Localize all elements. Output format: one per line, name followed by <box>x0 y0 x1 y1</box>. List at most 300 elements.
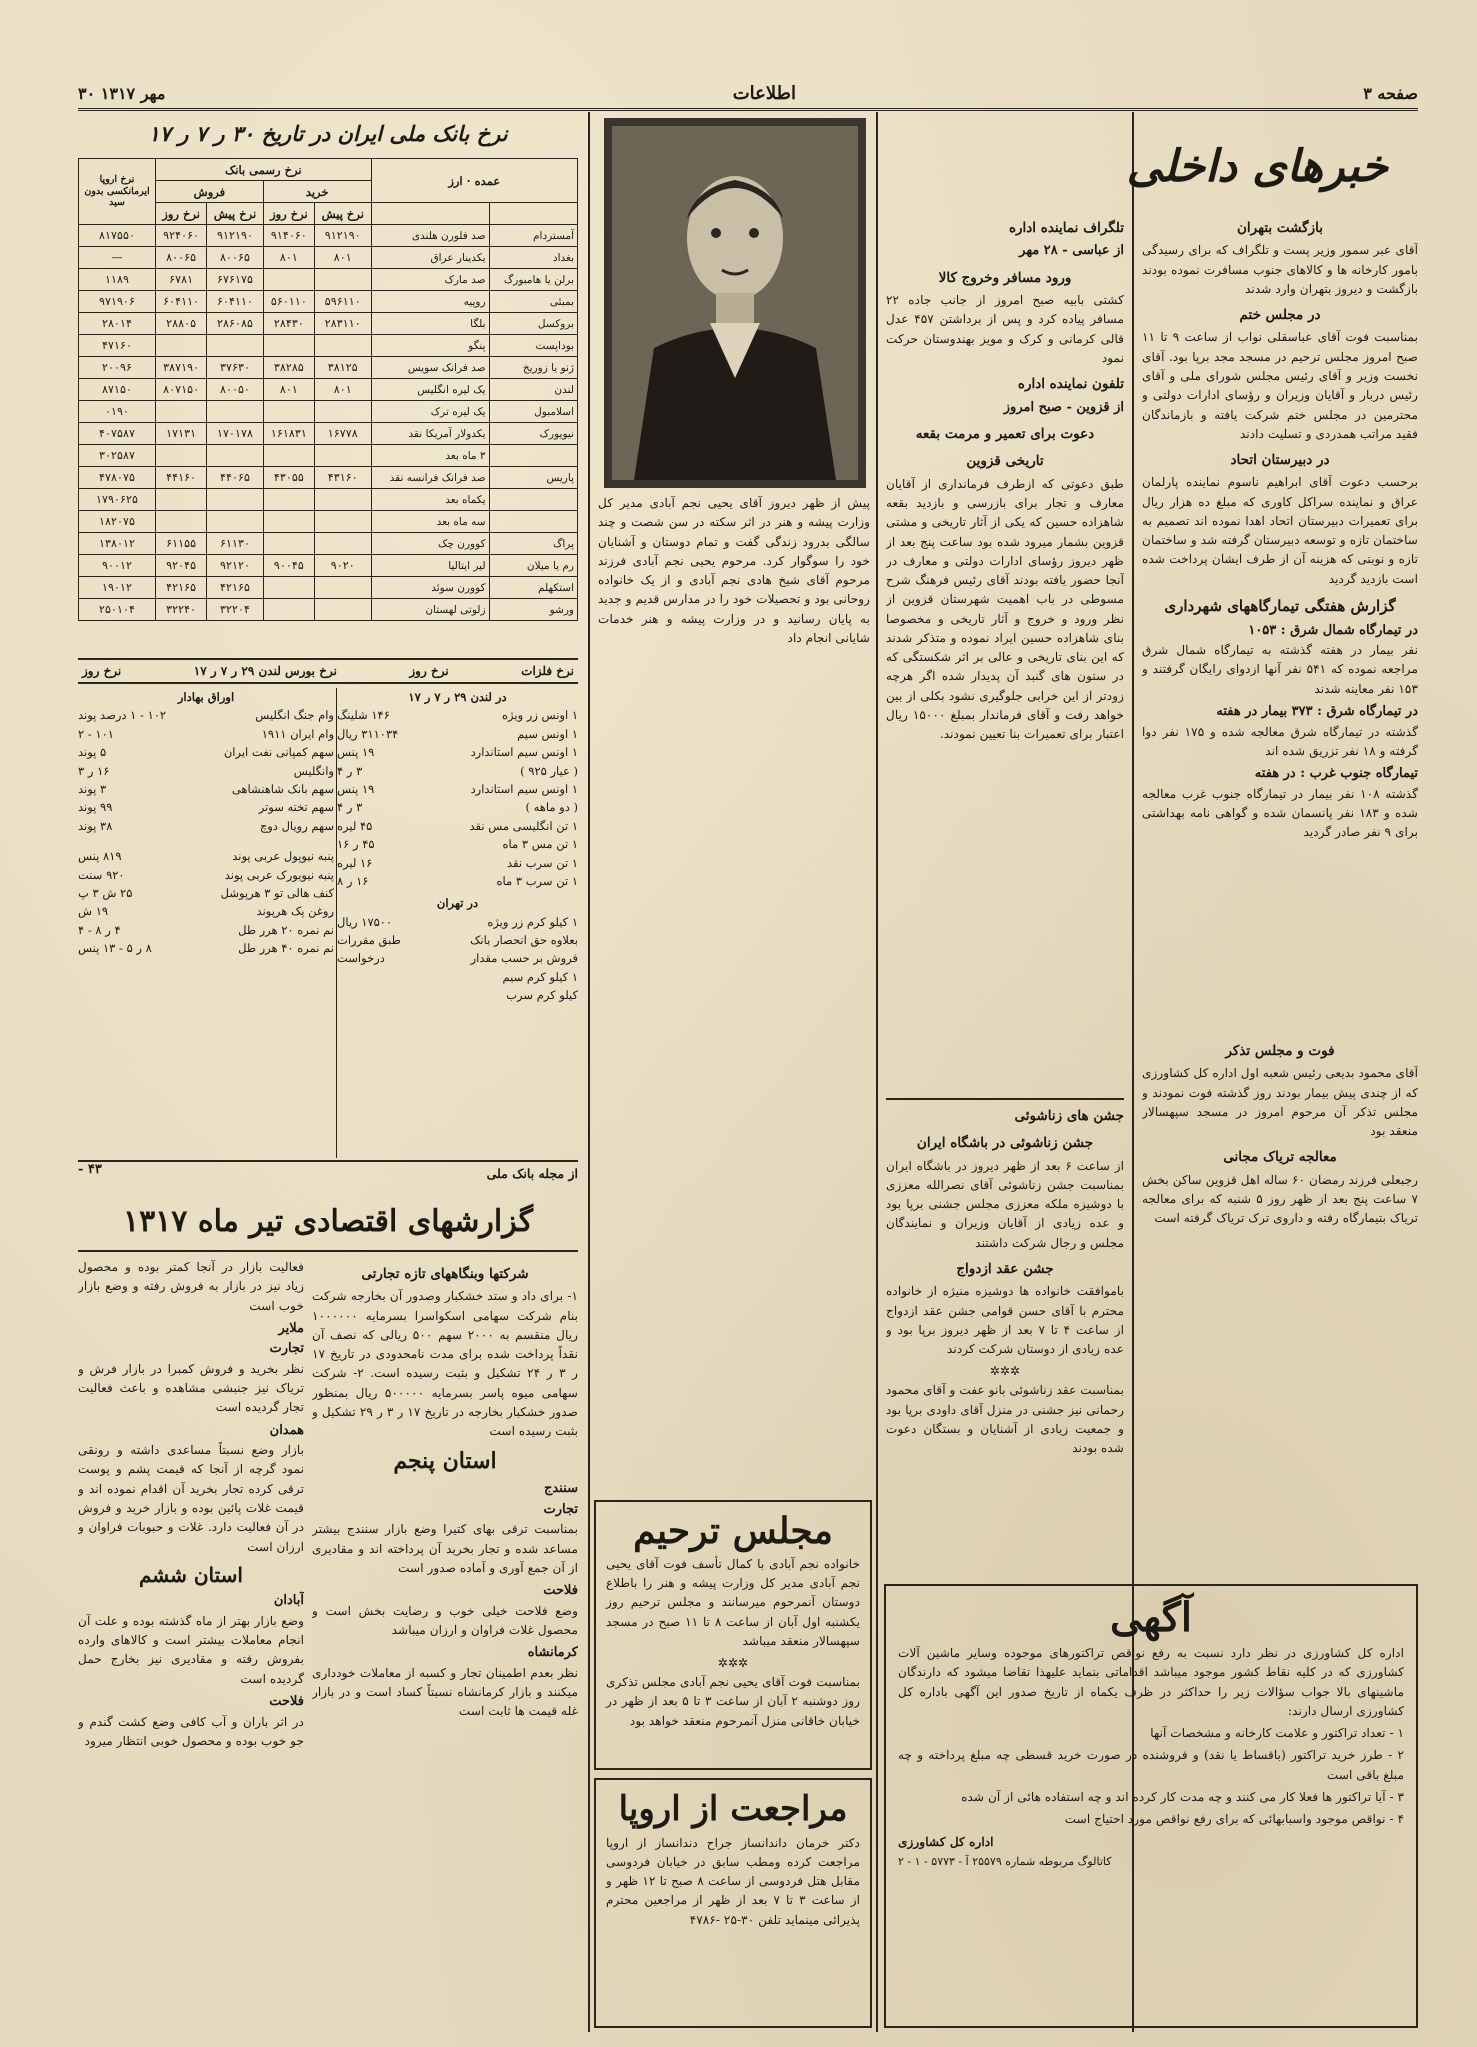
col-head-sell-future: نرخ روز <box>156 203 207 225</box>
price-item: وام ایران ۱۹۱۱ <box>261 726 334 741</box>
column-rule <box>876 112 878 2032</box>
rates-row <box>79 511 578 533</box>
col-head-sell: فروش <box>156 181 264 203</box>
rates-cell-cur: صد فرانک فرانسه نقد <box>371 467 489 489</box>
internal-news-right-lower <box>1142 1035 1418 1295</box>
header-page-label: صفحه ۳ <box>1363 83 1418 103</box>
internal-news-left-column <box>886 212 1124 1092</box>
headline: ورود مسافر وخروج کالا <box>938 269 1072 286</box>
price-value: ۸ ر ۵ - ۱۳ پنس <box>78 941 152 956</box>
rates-cell-cur: ۳ ماه بعد <box>371 445 489 467</box>
rates-cell-c: ۸۱۷۵۵۰ <box>79 225 156 247</box>
rates-cell-c: ۲۰۰۹۶ <box>79 357 156 379</box>
subheading: در تیمارگاه شرق : ۳۷۳ بیمار در هفته <box>1216 703 1418 719</box>
price-item: کیلو کرم سرب <box>506 988 578 1003</box>
rates-cell-s1: ۲۸۶۰۸۵ <box>207 313 264 335</box>
price-value: ۳ پوند <box>78 781 107 796</box>
col-head-buy-future: نرخ روز <box>263 203 314 225</box>
economic-source: از مجله بانک ملی <box>486 1166 578 1181</box>
rates-cell-city <box>489 511 577 533</box>
notice-title: مراجعت از اروپا <box>618 1789 848 1829</box>
article-text: رجبعلی فرزند رمضان ۶۰ ساله اهل قزوین ساکن بخش ۷ ساعت پنج بعد از ظهر روز ۵ شنبه که برای معالجه تریاک بتیمارگاه رفته و داروی ترک تریاک گرفته است <box>1142 1172 1418 1226</box>
rates-cell-cur: یکدینار عراق <box>371 247 489 269</box>
rates-cell-c: ۴۷۱۶۰ <box>79 335 156 357</box>
rates-cell-cur: لیر ایتالیا <box>371 555 489 577</box>
header-paper-name: اطلاعات <box>732 82 796 104</box>
rates-cell-b2 <box>263 599 314 621</box>
price-row <box>337 780 578 798</box>
trade-label: تجارت <box>543 1501 578 1517</box>
bond-rows <box>78 706 334 835</box>
price-item: فروش بر حسب مقدار <box>470 951 578 966</box>
rates-cell-city: آمستردام <box>489 225 577 247</box>
rates-cell-cur: یکدولار آمریکا نقد <box>371 423 489 445</box>
price-item: بعلاوه حق انحصار بانک <box>470 933 578 948</box>
headline: بازگشت بتهران <box>1237 220 1323 236</box>
price-value: ۴۵ ر ۱۶ <box>337 837 375 852</box>
rates-cell-c: ۱۳۸۰۱۲ <box>79 533 156 555</box>
price-item: پنبه نیویورک عربی پوند <box>224 867 334 882</box>
price-row <box>337 725 578 743</box>
rates-row <box>79 335 578 357</box>
price-item: ۱ تن مس ۳ ماه <box>502 837 578 852</box>
rates-table <box>78 158 578 621</box>
price-row <box>337 931 578 949</box>
article-text: گذشته در تیمارگاه شرق معالجه شده و ۱۷۵ نفر دوا گرفته و ۱۸ نفر تزریق شده اند <box>1142 724 1418 758</box>
price-value: ۹۲۰ سنت <box>78 867 125 882</box>
rates-cell-b1: ۲۸۳۱۱۰ <box>314 313 371 335</box>
rates-row <box>79 445 578 467</box>
rates-cell-city: بوداپست <box>489 335 577 357</box>
column-rule <box>588 112 590 2032</box>
rates-cell-city <box>489 445 577 467</box>
rates-cell-c: ۴۰۷۵۸۷ <box>79 423 156 445</box>
city-heading: آبادان <box>273 1593 304 1609</box>
notice-signature: اداره کل کشاورزی <box>898 1835 994 1850</box>
rates-cell-s1 <box>207 489 264 511</box>
price-value: ۴ ر ۸ - ۴ <box>78 922 121 937</box>
article-text: برحسب دعوت آقای ابراهیم ناسوم نماینده پارلمان عراق و نماینده سراکل کاوری که مبلغ ده هزار ریال برای تعمیرات دبیرستان اتحاد اهدا نموده اند تصمیم به ساختمان تازه و توسعه دبیرستان گرفته شد و ساختمان تازه و نوبتی که هزینه آن از طرف ایشان پرداخت شده است بازدید گردید <box>1142 475 1418 586</box>
rates-table-wrap <box>78 158 578 658</box>
rates-cell-cur: روپیه <box>371 291 489 313</box>
portrait-photo <box>604 118 866 488</box>
price-value: ۴۵ لیره <box>337 818 373 833</box>
price-row <box>78 817 334 835</box>
price-row <box>337 872 578 890</box>
price-row <box>78 866 334 884</box>
price-item: ۱ اونس زر ویژه <box>502 708 578 723</box>
rates-cell-c: ۱۸۲۰۷۵ <box>79 511 156 533</box>
article-text: آقای محمود بدیعی رئیس شعبه اول اداره کل کشاورزی که از چندی پیش بیمار بودند روز گذشته فوت نمودند و مجلس تذکر آن مرحوم امروز در مسجد سپهسالار منعقد بود <box>1142 1066 1418 1139</box>
price-value: ۸۱۹ پنس <box>78 849 122 864</box>
subheading: در تیمارگاه شمال شرق : ۱۰۵۳ <box>1248 622 1418 638</box>
return-notice <box>594 1778 872 2028</box>
rates-cell-b2 <box>263 445 314 467</box>
article-text: بمناسبت فوت آقای عباسقلی نواب از ساعت ۹ تا ۱۱ صبح امروز مجلس ترحیم در مسجد مجد برپا بود. آقای نخست وزیر و آقای رئیس مجلس شورای ملی و آقای رئیس دربار و آقایان وزیران و رؤسای ادارات دولتی و محترمین در مجلس ختم شرکت یافته و بازماندگان فقید مراتب همدردی و تسلیت دادند <box>1142 330 1418 441</box>
rates-row <box>79 401 578 423</box>
rates-cell-s1 <box>207 511 264 533</box>
rates-cell-city: بمبئی <box>489 291 577 313</box>
price-row <box>337 835 578 853</box>
rates-cell-city: برلن یا هامبورگ <box>489 269 577 291</box>
rates-cell-cur: پنگو <box>371 335 489 357</box>
rates-cell-b1: ۳۸۱۲۵ <box>314 357 371 379</box>
rates-cell-b2 <box>263 577 314 599</box>
subheading: تلگراف نماینده اداره <box>1008 220 1124 236</box>
price-row <box>78 798 334 816</box>
rates-cell-c: ۱۱۸۹ <box>79 269 156 291</box>
metals-title-london: نرخ بورس لندن ۲۹ ر ۷ ر ۱۷ <box>193 664 337 678</box>
col-head-buy-cash: نرخ پیش <box>314 203 371 225</box>
trade-label: تجارت <box>269 1341 304 1357</box>
price-item: وام جنگ انگلیس <box>255 708 334 723</box>
rates-cell-b1 <box>314 577 371 599</box>
price-row <box>337 798 578 816</box>
metals-header <box>78 658 578 684</box>
price-row <box>337 854 578 872</box>
price-item: ۱ اونس سیم استاندارد <box>470 781 578 796</box>
obituary-article <box>598 494 870 1094</box>
rates-cell-c: ۸۷۱۵۰ <box>79 379 156 401</box>
rates-cell-cur: کوورن سوئد <box>371 577 489 599</box>
article-text: بازار وضع نسبتاً مساعدی داشته و رونقی نمود گرچه از آنجا که قیمت پشم و پوست ترقی کرده تجار بخرید آن اقدام نموده اند و قیمت غلات پائین بوده و بازار خرید و فروش در آن فعالیت دارد. غلات و حبوبات فراوان و ارزان است <box>78 1443 304 1554</box>
price-row <box>337 762 578 780</box>
headline: دعوت برای تعمیر و مرمت بقعه <box>915 426 1095 443</box>
rates-cell-c: ۱۹۰۱۲ <box>79 577 156 599</box>
col-head-unit-name <box>371 203 489 225</box>
tehran-head: در تهران <box>436 896 479 911</box>
rates-cell-s1: ۸۰۰۵۰ <box>207 379 264 401</box>
rates-cell-b2 <box>263 269 314 291</box>
article-text: نظر بخرید و فروش کمبرا در بازار فرش و تریاک نیز جنبشی مشاهده و باعث فعالیت تجار گردیده است <box>78 1361 304 1415</box>
rates-cell-b1 <box>314 489 371 511</box>
price-item: ( دو ماهه ) <box>525 800 578 815</box>
rates-cell-c: ۰۱۹۰ <box>79 401 156 423</box>
article-text: نظر بعدم اطمینان تجار و کسبه از معاملات خودداری میکنند و بازار کرمانشاه نسبتاً کساد است و در بازار غله قیمت ها ثابت است <box>312 1665 578 1719</box>
rates-cell-s2 <box>156 401 207 423</box>
article-text: در اثر باران و آب کافی وضع کشت گندم و جو خوب بوده و محصول خوبی انتظار میرود <box>78 1714 304 1748</box>
rates-cell-s2: ۹۲۴۰۶۰ <box>156 225 207 247</box>
rates-cell-b1: ۱۶۷۷۸ <box>314 423 371 445</box>
province-heading: استان ششم <box>138 1562 243 1587</box>
rates-cell-c: — <box>79 247 156 269</box>
rates-cell-s2: ۶۱۱۵۵ <box>156 533 207 555</box>
rates-cell-s1 <box>207 401 264 423</box>
rates-cell-city: بروکسل <box>489 313 577 335</box>
rates-cell-s2: ۴۲۱۶۵ <box>156 577 207 599</box>
page-header <box>78 78 1418 111</box>
rates-cell-city: بغداد <box>489 247 577 269</box>
rates-cell-cur: بلگا <box>371 313 489 335</box>
rates-cell-b2 <box>263 511 314 533</box>
rates-row <box>79 291 578 313</box>
price-row <box>78 902 334 920</box>
city-heading: سنندج <box>544 1481 578 1497</box>
article-text: وضع فلاحت خیلی خوب و رضایت بخش است و محصول غلات فراوان و ارزان میباشد <box>312 1603 578 1637</box>
article-text: آقای عبر سمور وزیر پست و تلگراف که برای رسیدگی بامور کارخانه ها و کالاهای جنوب مسافرت نموده بودند بازگشت و دیروز بتهران وارد شدند <box>1142 243 1418 296</box>
rates-cell-s2: ۶۷۸۱ <box>156 269 207 291</box>
rates-cell-b1 <box>314 269 371 291</box>
price-value: ۱۹ پنس <box>337 745 375 760</box>
rates-cell-s2 <box>156 445 207 467</box>
rates-cell-s1: ۶۰۴۱۱۰ <box>207 291 264 313</box>
rates-cell-s1: ۴۴۰۶۵ <box>207 467 264 489</box>
rates-cell-cur: زلوتی لهستان <box>371 599 489 621</box>
price-item: نم نمره ۲۰ هرر طل <box>238 922 334 937</box>
price-row <box>337 968 578 986</box>
rates-cell-s1: ۹۱۲۱۹۰ <box>207 225 264 247</box>
article-text: دکتر خرمان داندانساز جراح دندانساز از اروپا مراجعت کرده ومطب سابق در خیابان فردوسی مقابل هتل فردوسی از ساعت ۸ صبح تا ۱۲ ظهر و از ساعت ۳ تا ۷ بعد از ظهر از مراجعین محترم پذیرائی مینماید تلفن ۳۰-۲۵ -۴۷۸۶ <box>606 1835 860 1927</box>
price-value: ۱۶ ر ۸ <box>337 873 369 888</box>
headline: گزارش هفتگی تیمارگاههای شهرداری <box>1164 596 1396 615</box>
headline: فوت و مجلس تذکر <box>1225 1043 1335 1059</box>
rates-row <box>79 269 578 291</box>
rates-cell-b1 <box>314 445 371 467</box>
price-row <box>78 939 334 957</box>
rates-cell-s1: ۱۷۰۱۷۸ <box>207 423 264 445</box>
price-value: ۱۹ پنس <box>337 781 375 796</box>
rates-cell-b1 <box>314 335 371 357</box>
rates-cell-c: ۱۷۹۰۶۲۵ <box>79 489 156 511</box>
rates-cell-b1: ۴۳۱۶۰ <box>314 467 371 489</box>
metals-title-rate: نرخ روز <box>82 664 122 678</box>
rates-cell-city: اسلامبول <box>489 401 577 423</box>
rates-cell-b2: ۹۱۴۰۶۰ <box>263 225 314 247</box>
section-title-box <box>1080 122 1418 212</box>
rates-cell-s2 <box>156 489 207 511</box>
rates-cell-s1: ۸۰۰۶۵ <box>207 247 264 269</box>
section-title: خبرهای داخلی <box>1126 141 1388 192</box>
col-head-buy: خرید <box>263 181 371 203</box>
rates-cell-b2: ۳۸۲۸۵ <box>263 357 314 379</box>
subheading: تیمارگاه جنوب غرب : در هفته <box>1254 766 1418 782</box>
memorial-notice <box>594 1500 872 1770</box>
rates-cell-c: ۲۸۰۱۴ <box>79 313 156 335</box>
rates-cell-b2 <box>263 533 314 555</box>
rates-row <box>79 225 578 247</box>
rates-cell-b2 <box>263 401 314 423</box>
rates-cell-city: رم یا میلان <box>489 555 577 577</box>
subheadline: تاریخی قزوین <box>966 453 1044 470</box>
price-row <box>78 706 334 724</box>
article-text: نفر بیمار در هفته گذشته به تیمارگاه شمال شرق مراجعه نموده که ۵۴۱ نفر آنها ازدوای رایگان گرفتند و ۱۵۳ نفر معاینه شدند <box>1142 643 1418 696</box>
rates-cell-b2: ۸۰۱ <box>263 247 314 269</box>
price-item: سهم رویال دوچ <box>259 818 334 833</box>
rates-cell-city: ژنو یا زوریخ <box>489 357 577 379</box>
rates-cell-b2: ۹۰۰۴۵ <box>263 555 314 577</box>
metals-footnote: ۴۳ - <box>78 1162 102 1177</box>
bonds-head: اوراق بهادار <box>177 690 235 704</box>
rates-cell-b2 <box>263 335 314 357</box>
price-value: درخواست <box>337 951 385 966</box>
rates-cell-b2: ۲۸۴۳۰ <box>263 313 314 335</box>
price-value: ۳۸ پوند <box>78 818 113 833</box>
article-text: از ساعت ۶ بعد از ظهر دیروز در باشگاه ایران بمناسبت جشن زناشوئی آقای نصرالله معززی با دوشیزه ملکه معززی مجلس جشنی برپا بود و عده زیادی از آقایان وزیران و نمایندگان مجلس و رجال شرکت داشتند <box>886 1158 1124 1250</box>
rates-row <box>79 313 578 335</box>
rates-cell-b1 <box>314 599 371 621</box>
notice-item: ۴ - نواقص موجود واسبابهائی که برای رفع نواقص مورد احتیاج است <box>1064 1812 1404 1827</box>
rates-cell-city: استکهلم <box>489 577 577 599</box>
col-head-clearing: نرخ اروپا ایرمانکسی بدون سید <box>79 159 156 225</box>
rates-cell-s2: ۸۰۷۱۵۰ <box>156 379 207 401</box>
dateline: از قزوین - صبح امروز <box>1003 399 1124 415</box>
article-text: گذشته ۱۰۸ نفر بیمار در تیمارگاه جنوب غرب معالجه شده و ۱۸۳ نفر پانسمان شده و گواهی نامه بهداشتی برای ۹ نفر صادر گردید <box>1142 786 1418 840</box>
rates-cell-s2: ۶۰۴۱۱۰ <box>156 291 207 313</box>
price-value: ۳۱۱۰۳۴ ریال <box>337 726 399 741</box>
article-text: بمناسبت ترقی بهای کتیرا وضع بازار سنندج بیشتر مساعد شده و تجار بخرید آن پرداخته اند و مقادیری از آن جمع آوری و آماده صدور است <box>312 1522 578 1575</box>
price-item: نم نمره ۴۰ هرر طل <box>238 941 334 956</box>
price-item: ۱ اونس سیم <box>517 726 578 741</box>
price-row <box>78 762 334 780</box>
col-head-currency-name: ارز <box>448 173 463 188</box>
price-value: ۱۰۲ - ۱ درصد پوند <box>78 708 167 723</box>
notice-ref: کاتالوگ مربوطه شماره ۲۵۵۷۹ آ - ۵۷۷۳ - ۱ - ۲ <box>898 1854 1112 1868</box>
metals-title: نرخ فلزات <box>521 664 574 678</box>
rates-row <box>79 555 578 577</box>
city-heading: کرمانشاه <box>527 1645 578 1661</box>
agri-label: فلاحت <box>269 1693 304 1709</box>
notice-title: مجلس ترحیم <box>633 1510 833 1552</box>
price-item: ( عیار ۹۲۵ ) <box>520 763 578 778</box>
rates-cell-s2: ۴۴۱۶۰ <box>156 467 207 489</box>
rates-cell-b1: ۵۹۶۱۱۰ <box>314 291 371 313</box>
price-row <box>78 884 334 902</box>
notice-title: آگهی <box>1110 1594 1192 1641</box>
price-item: روغن پک هرپوند <box>256 904 334 919</box>
rates-title-box <box>78 112 578 156</box>
headline: در دبیرستان اتحاد <box>1230 452 1330 469</box>
rates-cell-b1 <box>314 401 371 423</box>
col-head-official: نرخ رسمی بانک <box>156 159 372 181</box>
economic-source-bar <box>78 1166 578 1188</box>
header-date: ۳۰ مهر ۱۳۱۷ <box>78 83 166 103</box>
article-text: بمناسبت فوت آقای یحیی نجم آبادی مجلس تذکری روز دوشنبه ۲ آبان از ساعت ۳ تا ۵ بعد از ظهر در خیابان خاقانی منزل آنمرحوم منعقد خواهد بود <box>606 1675 860 1728</box>
price-item: ۱ کیلو کرم سیم <box>502 969 578 984</box>
rates-row <box>79 533 578 555</box>
price-value: ۲۵ ش ۳ پ <box>78 885 133 900</box>
price-item: وانگلیس <box>293 763 334 778</box>
tehran-rows <box>337 913 578 1005</box>
price-row <box>337 986 578 1004</box>
article-text: فعالیت بازار در آنجا کمتر بوده و محصول زیاد نیز در بازار به فروش رفته و وضع بازار خوب است <box>78 1260 304 1313</box>
rates-cell-b2: ۸۰۱ <box>263 379 314 401</box>
rates-cell-s1: ۴۲۱۶۵ <box>207 577 264 599</box>
internal-news-right-column <box>1142 212 1418 1032</box>
rates-row <box>79 423 578 445</box>
price-value: ۳ ر ۴ <box>337 763 363 778</box>
rates-cell-b1 <box>314 533 371 555</box>
price-row <box>78 921 334 939</box>
rates-cell-s1: ۶۷۶۱۷۵ <box>207 269 264 291</box>
rates-cell-s2 <box>156 335 207 357</box>
city-heading: ملایر <box>278 1320 304 1336</box>
agri-label: فلاحت <box>543 1583 578 1599</box>
economic-left-column <box>78 1258 304 2028</box>
rates-cell-city: لندن <box>489 379 577 401</box>
rates-cell-b1 <box>314 511 371 533</box>
price-value: ۱۰۱ - ۲ <box>78 726 114 741</box>
price-value: ۱۷۵۰۰ ریال <box>337 914 393 929</box>
rates-cell-s2: ۳۲۲۴۰ <box>156 599 207 621</box>
london-head: در لندن ۲۹ ر ۷ ر ۱۷ <box>408 690 507 704</box>
rates-cell-b1: ۹۰۲۰ <box>314 555 371 577</box>
bonds-block <box>78 688 334 1158</box>
price-value: ۱۶ ر ۳ <box>78 763 110 778</box>
economic-headline-box <box>78 1192 578 1252</box>
headline: جشن عقد ازدواج <box>956 1260 1054 1277</box>
subheading: تلفون نماینده اداره <box>1017 376 1124 393</box>
rates-cell-s2: ۸۰۰۶۵ <box>156 247 207 269</box>
headline: معالجه تریاک مجانی <box>1223 1149 1337 1166</box>
price-value: طبق مقررات <box>337 933 401 948</box>
rates-cell-s1: ۹۲۱۲۰ <box>207 555 264 577</box>
price-item: ۱ اونس سیم استاندارد <box>470 745 578 760</box>
city-heading: همدان <box>269 1422 304 1438</box>
notice-items <box>898 1724 1404 1829</box>
metals-title-daily: نرخ روز <box>409 664 449 678</box>
rates-row <box>79 357 578 379</box>
price-item: ۱ تن سرب ۳ ماه <box>496 873 578 888</box>
rates-cell-s2: ۱۷۱۳۱ <box>156 423 207 445</box>
col-head-city <box>489 203 577 225</box>
rates-cell-b1: ۸۰۱ <box>314 247 371 269</box>
rates-cell-cur: یک لیره انگلیس <box>371 379 489 401</box>
price-item: سهم بانک شاهنشاهی <box>231 781 334 796</box>
rates-cell-s2: ۳۸۷۱۹۰ <box>156 357 207 379</box>
rates-row <box>79 247 578 269</box>
rates-cell-cur: صد مارک <box>371 269 489 291</box>
price-row <box>78 780 334 798</box>
price-value: ۵ پوند <box>78 745 107 760</box>
rates-cell-s1 <box>207 445 264 467</box>
price-value: ۱۴۶ شلینگ <box>337 708 390 723</box>
rates-row <box>79 489 578 511</box>
rates-cell-city: پاریس <box>489 467 577 489</box>
article-text: خانواده نجم آبادی با کمال تأسف فوت آقای یحیی نجم آبادی مدیر کل وزارت پیشه و هنر را باطلاع دوستان آنمرحوم میرسانند و مجلس ترحیم روز یکشنبه اول آبان از ساعت ۸ تا ۱۱ صبح در مسجد سپهسالار منعقد میباشد <box>606 1556 861 1648</box>
rates-cell-cur: سه ماه بعد <box>371 511 489 533</box>
headline: جشن زناشوئی در باشگاه ایران <box>916 1135 1094 1152</box>
agriculture-notice <box>884 1584 1418 2028</box>
rates-cell-b1: ۸۰۱ <box>314 379 371 401</box>
rates-cell-s1: ۳۷۶۳۰ <box>207 357 264 379</box>
metals-london <box>336 688 578 1158</box>
rates-row <box>79 577 578 599</box>
dateline: از عباسی - ۲۸ مهر <box>1019 243 1124 259</box>
rates-cell-c: ۹۰۰۱۲ <box>79 555 156 577</box>
price-value: ۱۹ ش <box>78 904 109 919</box>
price-item: سهم تخته سوتر <box>258 800 334 815</box>
separator-stars: ✲✲✲ <box>989 1364 1021 1379</box>
rates-title: نرخ بانک ملی ایران در تاریخ ۳۰ ر ۷ ر ۱۷ <box>148 121 508 146</box>
article-text: طبق دعوتی که ازطرف فرمانداری از آقایان معارف و تجار برای بازرسی و بازدید بقعه شاهزاده حسین که یکی از آثار تاریخی و مشتی قزوین بشمار میرود شده بود ساعت پنج بعد از ظهر دیروز رؤسای ادارات دولتی و معارف در آنجا حضور یافته بودند آقای رئیس فرهنگ شرح مسوطی در باب اهمیت شهرستان قزوین از نظر ورود و خروج و آثار تاریخی و مخصوصا بنای شاهزاده حسین ایراد نموده و متذکر شدند که این بنای تاریخی و عالی بر اثر شکستگی که در ستون های گنبد آن پدیدار شده اگر هرچه زودتر از این خرابی جلوگیری نشود بکلی از بین خواهد رفت و آقای فرماندار بمبلغ ۱۵۰۰۰ ریال اعتبار برای تعمیرات بنا تعیین نمودند. <box>886 476 1124 742</box>
rates-row <box>79 599 578 621</box>
price-item: ۱ تن انگلیسی مس نقد <box>469 818 578 833</box>
rates-cell-city: نیویورک <box>489 423 577 445</box>
rates-cell-city: پراگ <box>489 533 577 555</box>
price-item: سهم کمپانی نفت ایران <box>223 745 334 760</box>
price-row <box>78 743 334 761</box>
article-text: وضع بازار بهتر از ماه گذشته بوده و علت آن انجام معاملات بیشتر است و کالاهای وارده بفروش رفته و مقادیری نیز بخارج حمل گردیده است <box>78 1613 304 1686</box>
rates-cell-b2 <box>263 489 314 511</box>
portrait-illustration <box>604 118 866 488</box>
headline: در مجلس ختم <box>1239 307 1321 324</box>
notice-text: اداره کل کشاورزی در نظر دارد نسبت به رفع نواقص تراکتورهای موجوده وسایر ماشین آلات کشاورزی که در کلیه نقاط کشور موجود میباشد اقداماتی بنماید علیهذا تقاضا میشود که دارندگان ماشینهای بالا جواب سؤالات زیر را حداکثر در ظرف یکماه از تاریخ صدور این آگهی باداره کل کشاورزی ارسال دارند: <box>898 1646 1404 1718</box>
rates-cell-cur: صد فرانک سویس <box>371 357 489 379</box>
rates-cell-c: ۹۷۱۹۰۶ <box>79 291 156 313</box>
rates-cell-c: ۴۷۸۰۷۵ <box>79 467 156 489</box>
col-head-unit: عمده <box>474 173 501 188</box>
price-row <box>78 725 334 743</box>
